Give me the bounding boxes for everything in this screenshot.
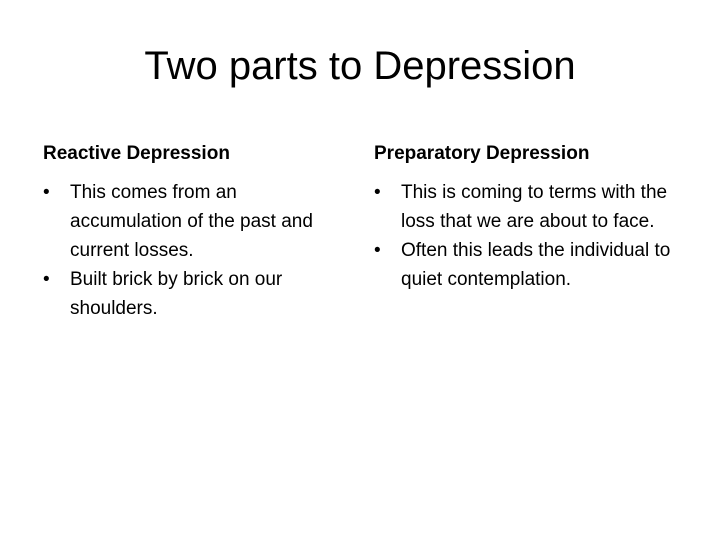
bullet-icon: • [43,269,50,290]
bullet-text: This comes from an accumulation of the past and current losses. [70,182,313,261]
left-column [43,140,353,323]
left-bullet-list [43,178,353,323]
right-column [374,140,684,294]
bullet-icon: • [374,182,381,203]
bullet-icon: • [43,182,50,203]
left-column-heading: Reactive Depression [43,143,230,164]
list-item [374,178,684,236]
right-bullet-list [374,178,684,294]
bullet-text: Built brick by brick on our shoulders. [70,269,283,319]
bullet-text: Often this leads the individual to quiet contemplation. [401,240,671,290]
slide-title: Two parts to Depression [144,44,576,88]
right-column-heading: Preparatory Depression [374,143,590,164]
bullet-text: This is coming to terms with the loss that we are about to face. [401,182,668,232]
bullet-icon: • [374,240,381,261]
list-item [374,236,684,294]
list-item [43,178,353,265]
list-item [43,265,353,323]
